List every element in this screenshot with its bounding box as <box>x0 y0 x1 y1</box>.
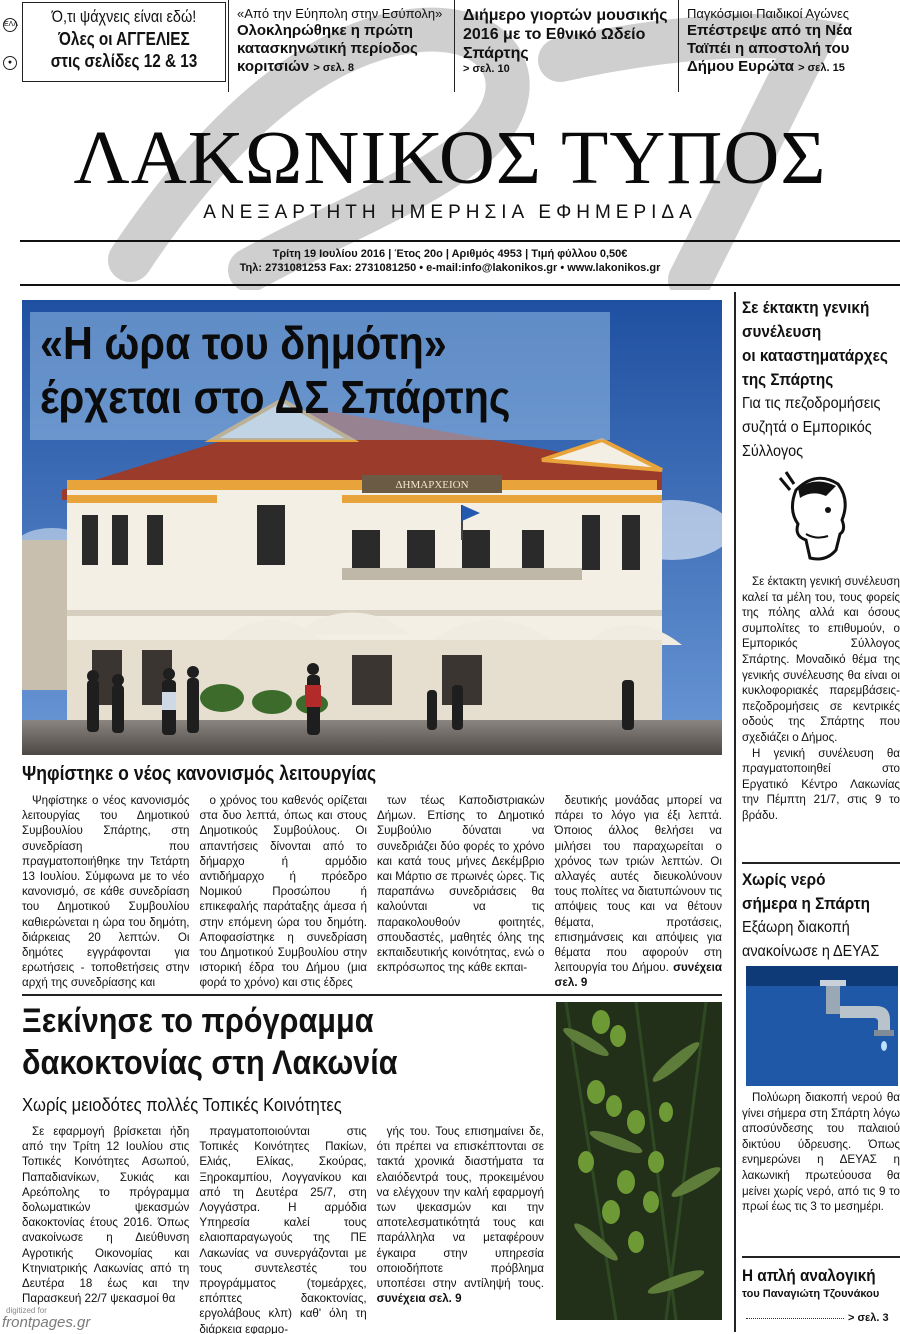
sidebar-headline-line: σήμερα η Σπάρτη <box>742 894 870 913</box>
frontpages-watermark[interactable]: frontpages.gr <box>2 1314 91 1331</box>
hellenic-badge-icon: ΕΛΛ <box>3 18 17 32</box>
lead-column-3: των τέως Καποδιστριακών Δήμων. Επίσης το Δημοτικό Συμβούλιο δύναται να συνεδριάζει δύο φορές το χρόνο και κατά τους μήνες Δεκέμβριο και Μάρτιο σε πρωινές ώρες. Τις παραπάνω συνεδριάσεις θα καλούνται να τις παρακολουθούν φοιτητές, σπουδαστές, μαθητές όλης της εκπαιδευτικής κοινότητας, ενώ ο εκπρόσωπος της κάθε εκπαι- <box>377 794 545 975</box>
continued-link[interactable]: συνέχεια σελ. 9 <box>554 961 722 990</box>
water-tap-photo[interactable] <box>746 966 898 1086</box>
teaser-headline: Διήμερο γιορτών μουσικής 2016 με το Εθνικό Ωδείο Σπάρτης <box>463 7 668 62</box>
sidebar-body-merchants: Σε έκτακτη γενική συνέλευση καλεί τα μέλη του, τους φορείς της πόλης αλλά και όσους συμπολίτες το επιθυμούν, ο Εμπορικός Σύλλογος Σπάρτης. Μοναδικό θέμα της γενικής συνέλευσης θα είναι οι κυκλοφοριακές παρεμβάσεις- πεζοδρομήσεις σε κεντρικές οδούς της Σπάρτης που σχεδιάζει ο Δήμος. Η γενική συνέλευση θα πραγματοποιηθεί στο Εργατικό Κέντρο Λακωνίας την Πέμπτη 21/7, στις 9 το βράδυ. <box>742 575 900 822</box>
sidebar-subhead-line: ανακοίνωσε η ΔΕΥΑΣ <box>742 943 880 960</box>
sidebar-story-water[interactable] <box>742 868 900 964</box>
masthead-rule-bottom <box>20 284 900 286</box>
story2-column-1: Σε εφαρμογή βρίσκεται ήδη από την Τρίτη 12 Ιουλίου στις Τοπικές Κοινότητες Ασωπού, Παπαδιανίκων, Συκιάς και Αρεόπολης το πρόγραμμα δολωματικών ψεκασμών δακοκτονίας έτους 2016. Όπως ανακοίνωσε η Διεύθυνση Αγροτικής Οικονομίας και Κτηνιατρικής Λακωνίας από τη Δευτέρα 18 έως και την Παρασκευή 22/7 ψεκασμοί θα <box>22 1125 190 1306</box>
page-ref: > σελ. 8 <box>313 62 354 74</box>
issue-info <box>0 247 900 275</box>
classifieds-line-3: στις σελίδες 12 & 13 <box>50 51 198 71</box>
dotted-leader <box>746 1318 844 1319</box>
teaser-kicker: Παγκόσμιοι Παιδικοί Αγώνες <box>687 6 850 21</box>
teaser-headline: Ολοκληρώθηκε η πρώτη κατασκηνωτική περίοδος κοριτσιών > σελ. 8 <box>237 22 418 75</box>
sidebar-subhead-line: Εξάωρη διακοπή <box>742 919 850 936</box>
page-ref: > σελ. 15 <box>798 62 845 74</box>
digitized-credit: digitized for <box>6 1306 47 1315</box>
classifieds-box <box>22 2 226 82</box>
issue-line: Τρίτη 19 Ιουλίου 2016 | Έτος 20ο | Αριθμός 4953 | Τιμή φύλλου 0,50€ <box>272 248 628 260</box>
lead-article <box>22 793 722 988</box>
sidebar-headline: Η απλή αναλογική <box>742 1266 876 1285</box>
sidebar-story-merchants[interactable] <box>742 296 900 464</box>
classifieds-line-2: Όλες οι ΑΓΓΕΛΙΕΣ <box>58 29 190 49</box>
sidebar-subhead-line: συζητά ο Εμπορικός <box>742 419 872 436</box>
hermes-head-icon <box>776 470 856 566</box>
circle-badge-icon: ● <box>3 56 17 70</box>
teaser-kicker: «Από την Εύηπολη στην Εσύπολη» <box>237 6 443 21</box>
continued-link[interactable]: συνέχεια σελ. 9 <box>376 1292 462 1306</box>
story-divider <box>22 994 722 996</box>
sidebar-rule <box>734 292 736 1332</box>
sidebar-divider <box>742 862 900 864</box>
sidebar-headline-line: Σε έκτακτη γενική <box>742 298 870 317</box>
newspaper-title: ΛΑΚΩΝΙΚΟΣ ΤΥΠΟΣ <box>73 116 827 200</box>
lead-photo[interactable] <box>22 300 722 755</box>
masthead <box>0 118 900 224</box>
lead-column-4: δευτικής μονάδας μπορεί να πάρει το λόγο για έξι λεπτά. Όποιος άλλος θελήσει να μιλήσει του παραχωρείται ο χρόνος των τριών λεπτών. Οι αλλαγές αυτές διευκολύνουν τους πολίτες να διατυπώνουν τις απόψεις τους και να θέτουν θέματα, προτάσεις, επισημάνσεις και απόψεις για θέματα που αφορούν στη λειτουργία του Δήμου. συνέχεια σελ. 9 <box>554 794 722 990</box>
page-ref[interactable]: > σελ. 3 <box>848 1312 889 1324</box>
teaser-headline: Επέστρεψε από τη Νέα Ταϊπέι η αποστολή του Δήμου Ευρώτα > σελ. 15 <box>687 22 853 75</box>
classifieds-line-1: Ό,τι ψάχνεις είναι εδώ! <box>51 7 197 26</box>
building-sign: ΔΗΜΑΡΧΕΙΟΝ <box>395 479 469 491</box>
lead-subhead: Ψηφίστηκε ο νέος κανονισμός λειτουργίας <box>22 763 377 785</box>
teaser-games[interactable] <box>678 0 900 92</box>
sidebar-headline-line: Χωρίς νερό <box>742 870 826 889</box>
teaser-music[interactable] <box>454 0 678 92</box>
sidebar-headline-line: συνέλευση <box>742 322 822 341</box>
page-ref: > σελ. 10 <box>463 63 510 75</box>
sidebar-body-water: Πολύωρη διακοπή νερού θα γίνει σήμερα στη Σπάρτη λόγω αποσύνδεσης του παλαιού δικτύου ύδρευσης. Όπως ενημερώνει η ΔΕΥΑΣ η λακωνική πρωτεύουσα θα μείνει χωρίς νερό, από τις 9 το πρωί έως τις 3 το μεσημέρι. <box>742 1091 900 1214</box>
lead-headline-box <box>30 312 610 440</box>
sidebar-headline-line: της Σπάρτης <box>742 370 834 389</box>
lead-headline-line-1: «Η ώρα του δημότη» <box>40 317 447 369</box>
sidebar-story-proportional[interactable] <box>742 1264 900 1300</box>
olive-branch-illustration <box>556 1002 722 1320</box>
newspaper-subtitle: ΑΝΕΞΑΡΤΗΤΗ ΗΜΕΡΗΣΙΑ ΕΦΗΜΕΡΙΔΑ <box>203 202 697 223</box>
sidebar-headline-line: οι καταστηματάρχες <box>742 346 888 365</box>
side-badges <box>0 0 20 88</box>
lead-column-1: Ψηφίστηκε ο νέος κανονισμός λειτουργίας του Δημοτικού Συμβουλίου Σπάρτης, στη συνεδρίαση που πραγματοποιήθηκε την Τετάρτη 13 Ιουλίου. Σύμφωνα με το νέο κανονισμό, σε κάθε συνεδρίαση του Δημοτικού Συμβουλίου καθιερώνεται η ώρα του δημότη, διάρκειας 20 λεπτών. Οι δημότες εγγράφονται για ερωτήσεις - τοποθετήσεις στην αρχή της συνεδρίασης και <box>22 794 190 990</box>
sidebar-subhead-line: Για τις πεζοδρομήσεις <box>742 395 881 412</box>
sidebar-divider <box>742 1256 900 1258</box>
masthead-rule-top <box>20 240 900 242</box>
story2-column-2: πραγματοποιούνται στις Τοπικές Κοινότητες Πακίων, Ελιάς, Ελίκας, Σκούρας, Ξηροκαμπίου, Λογγανίκου και από τη Δευτέρα 25/7, στη Λογγάστρα. Η αρμόδια Υπηρεσία καλεί τους ελαιοπαραγωγούς της ΠΕ Λακωνίας να συνεργάζονται με τους συντελεστές του προγράμματος (τομεάρχες, επόπτες δακοκτονίας, εργολάβους κλπ) καθ' όλη τη διάρκεια εφαρμο- <box>199 1125 367 1334</box>
sidebar-subhead-line: Σύλλογος <box>742 443 804 460</box>
contact-line: Τηλ: 2731081253 Fax: 2731081250 • e-mail:info@lakonikos.gr • www.lakonikos.gr <box>239 262 661 274</box>
water-tap-icon <box>746 966 898 1086</box>
sidebar-byline: του Παναγιώτη Τζουνάκου <box>742 1288 880 1300</box>
story2-column-3: γής του. Τους επισημαίνει δε, ότι πρέπει να επισκέπτονται σε τακτά χρονικά διαστήματα τα ελαιόδεντρά τους, προκειμένου να ελέγχουν την καλή εφαρμογή των ψεκασμών και την αποτελεσματικότητά τους και παράλληλα να μεταφέρουν έγκαιρα στην υπηρεσία οποιοδήποτε πρόβλημα υποπέσει στην αντίληψή τους. συνέχεια σελ. 9 <box>376 1125 544 1306</box>
story2-subhead: Χωρίς μειοδότες πολλές Τοπικές Κοινότητες <box>22 1095 342 1115</box>
olive-branch-photo[interactable] <box>556 1002 722 1320</box>
teaser-camp[interactable] <box>228 0 456 92</box>
classifieds-promo[interactable] <box>0 0 226 88</box>
story2-headline[interactable]: Ξεκίνησε το πρόγραμμα δακοκτονίας στη Λακωνία <box>22 1002 398 1082</box>
lead-headline-line-2: έρχεται στο ΔΣ Σπάρτης <box>40 371 511 423</box>
lead-column-2: ο χρόνος του καθενός ορίζεται στα δυο λεπτά, όπως και στους Δημοτικούς Συμβούλους. Οι απαντήσεις δίνονται από το δήμαρχο ή αρμόδιο αντιδήμαρχο ή πρόεδρο Νομικού Προσώπου ή επικεφαλής παράταξης άμεσα ή στην επόμενη ώρα του δημότη. Αποφασίστηκε η συνεδρίαση του Δημοτικού Συμβουλίου στην ιστορική έδρα του Δήμου (μια φορά το χρόνο) και στις έδρες <box>199 794 367 990</box>
